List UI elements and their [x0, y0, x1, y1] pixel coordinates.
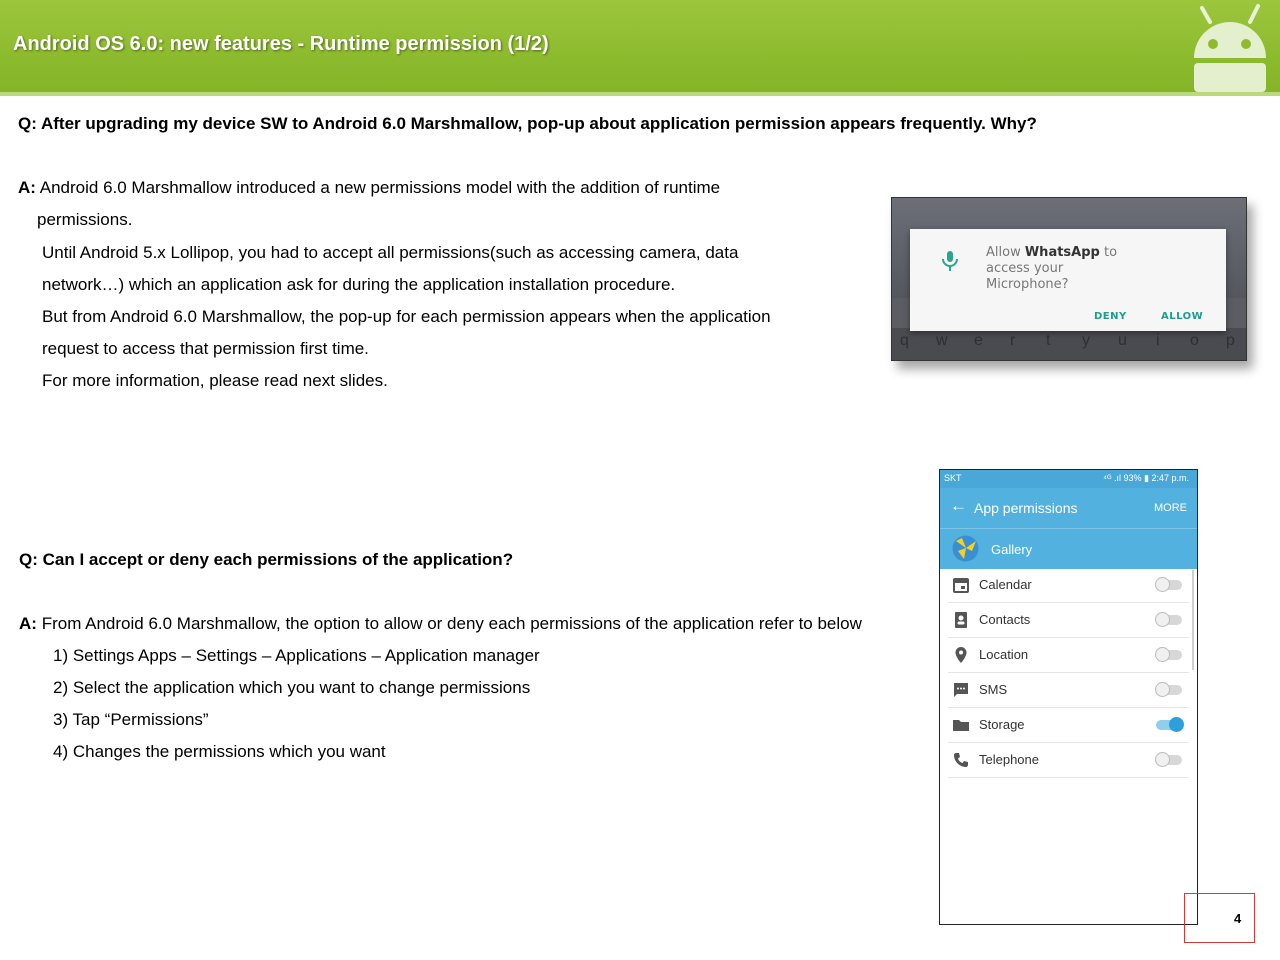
- answer-1-text-1: Android 6.0 Marshmallow introduced a new permissions model with the addition of runtime: [39, 178, 721, 197]
- sms-toggle[interactable]: [1156, 685, 1182, 695]
- dialog-text-allow: Allow: [986, 245, 1025, 260]
- folder-icon: [952, 716, 970, 734]
- carrier-label: SKT: [944, 473, 962, 483]
- location-icon: [952, 646, 970, 664]
- permission-row-sms[interactable]: [948, 672, 1189, 708]
- permission-label: Contacts: [979, 612, 1031, 627]
- answer-1-prefix: A:: [18, 178, 36, 197]
- key: q: [900, 332, 909, 349]
- permission-row-storage[interactable]: [948, 707, 1189, 743]
- more-button[interactable]: MORE: [1154, 502, 1187, 514]
- permission-label: Telephone: [979, 752, 1039, 767]
- storage-toggle[interactable]: [1156, 720, 1182, 730]
- step-2: 2) Select the application which you want to change permissions: [53, 678, 531, 697]
- key: y: [1082, 332, 1090, 349]
- slide-header: [0, 0, 1280, 92]
- permission-row-contacts[interactable]: [948, 602, 1189, 638]
- answer-1-line-6: request to access that permission first time.: [42, 339, 369, 358]
- sms-icon: [952, 681, 970, 699]
- answer-2-prefix: A:: [19, 614, 37, 633]
- permission-label: Calendar: [979, 577, 1032, 592]
- dialog-text-line-3: Microphone?: [986, 277, 1069, 292]
- answer-1-line-5: But from Android 6.0 Marshmallow, the pop-up for each permission appears when the application: [42, 307, 771, 326]
- key: e: [974, 332, 983, 349]
- toggle-knob: [1155, 577, 1170, 592]
- permission-dialog-screenshot: [891, 197, 1247, 361]
- key: p: [1226, 332, 1235, 349]
- app-name: Gallery: [991, 542, 1033, 557]
- question-2-text: Can I accept or deny each permissions of the application?: [42, 550, 514, 569]
- scrollbar[interactable]: [1192, 570, 1194, 670]
- dialog-message: [986, 245, 1117, 293]
- key: w: [936, 332, 948, 349]
- header-divider: [0, 92, 1280, 96]
- slide-title: Android OS 6.0: new features - Runtime permission (1/2): [13, 33, 549, 55]
- dialog-text-line-2: access your: [986, 261, 1064, 276]
- telephone-toggle[interactable]: [1156, 755, 1182, 765]
- android-logo-icon: [1180, 0, 1280, 92]
- toggle-knob: [1155, 612, 1170, 627]
- back-arrow-icon[interactable]: ←: [950, 496, 967, 515]
- key: i: [1156, 332, 1160, 349]
- answer-1-line-2: permissions.: [37, 210, 133, 229]
- phone-icon: [952, 751, 970, 769]
- app-permissions-screenshot: [939, 469, 1198, 925]
- permission-label: Location: [979, 647, 1029, 662]
- permission-row-calendar[interactable]: [948, 567, 1189, 603]
- answer-1-line-4: network…) which an application ask for during the application installation procedure.: [42, 275, 676, 294]
- status-bar: [940, 470, 1197, 488]
- answer-1-line-7: For more information, please read next slides.: [42, 371, 388, 390]
- answer-1-line-3: Until Android 5.x Lollipop, you had to accept all permissions(such as accessing camera, data: [42, 243, 739, 262]
- app-bar: [940, 488, 1197, 528]
- permission-row-location[interactable]: [948, 637, 1189, 673]
- step-4: 4) Changes the permissions which you want: [53, 742, 386, 761]
- answer-2-line: [19, 614, 862, 634]
- app-header: [940, 528, 1197, 569]
- toggle-knob: [1155, 752, 1170, 767]
- permission-row-telephone[interactable]: [948, 742, 1189, 778]
- contacts-icon: [952, 611, 970, 629]
- answer-1-line-1: [18, 178, 720, 198]
- toggle-knob: [1155, 647, 1170, 662]
- key: u: [1118, 332, 1127, 349]
- question-1-text: After upgrading my device SW to Android 6.0 Marshmallow, pop-up about application permission appears frequently. Why?: [40, 114, 1037, 133]
- answer-2-text: From Android 6.0 Marshmallow, the option to allow or deny each permissions of the application refer to below: [41, 614, 862, 633]
- toggle-knob: [1155, 682, 1170, 697]
- dialog-text-to: to: [1099, 245, 1118, 260]
- gallery-app-icon: [952, 535, 979, 562]
- location-toggle[interactable]: [1156, 650, 1182, 660]
- allow-button[interactable]: ALLOW: [1161, 311, 1204, 322]
- calendar-icon: [952, 576, 970, 594]
- status-indicators: ⁴ᴳ .ıl 93% ▮ 2:47 p.m.: [1103, 473, 1189, 483]
- deny-button[interactable]: DENY: [1094, 311, 1127, 322]
- calendar-toggle[interactable]: [1156, 580, 1182, 590]
- keyboard-row: [892, 328, 1246, 360]
- key: r: [1010, 332, 1016, 349]
- dialog-app-name: WhatsApp: [1024, 245, 1100, 260]
- contacts-toggle[interactable]: [1156, 615, 1182, 625]
- toggle-knob: [1169, 717, 1184, 732]
- app-bar-title: App permissions: [974, 500, 1078, 516]
- question-2-prefix: Q:: [19, 550, 38, 569]
- question-1-prefix: Q:: [18, 114, 37, 133]
- page-number: 4: [1234, 911, 1242, 926]
- permission-dialog: [910, 229, 1226, 331]
- permission-label: Storage: [979, 717, 1025, 732]
- permission-label: SMS: [979, 682, 1008, 697]
- question-2: [19, 550, 513, 570]
- key: t: [1046, 332, 1051, 349]
- step-1: 1) Settings Apps – Settings – Applications – Application manager: [53, 646, 540, 665]
- key: o: [1190, 332, 1199, 349]
- page-number-box: [1184, 893, 1255, 943]
- question-1: [18, 114, 1037, 134]
- step-3: 3) Tap “Permissions”: [53, 710, 209, 729]
- microphone-icon: [940, 250, 960, 272]
